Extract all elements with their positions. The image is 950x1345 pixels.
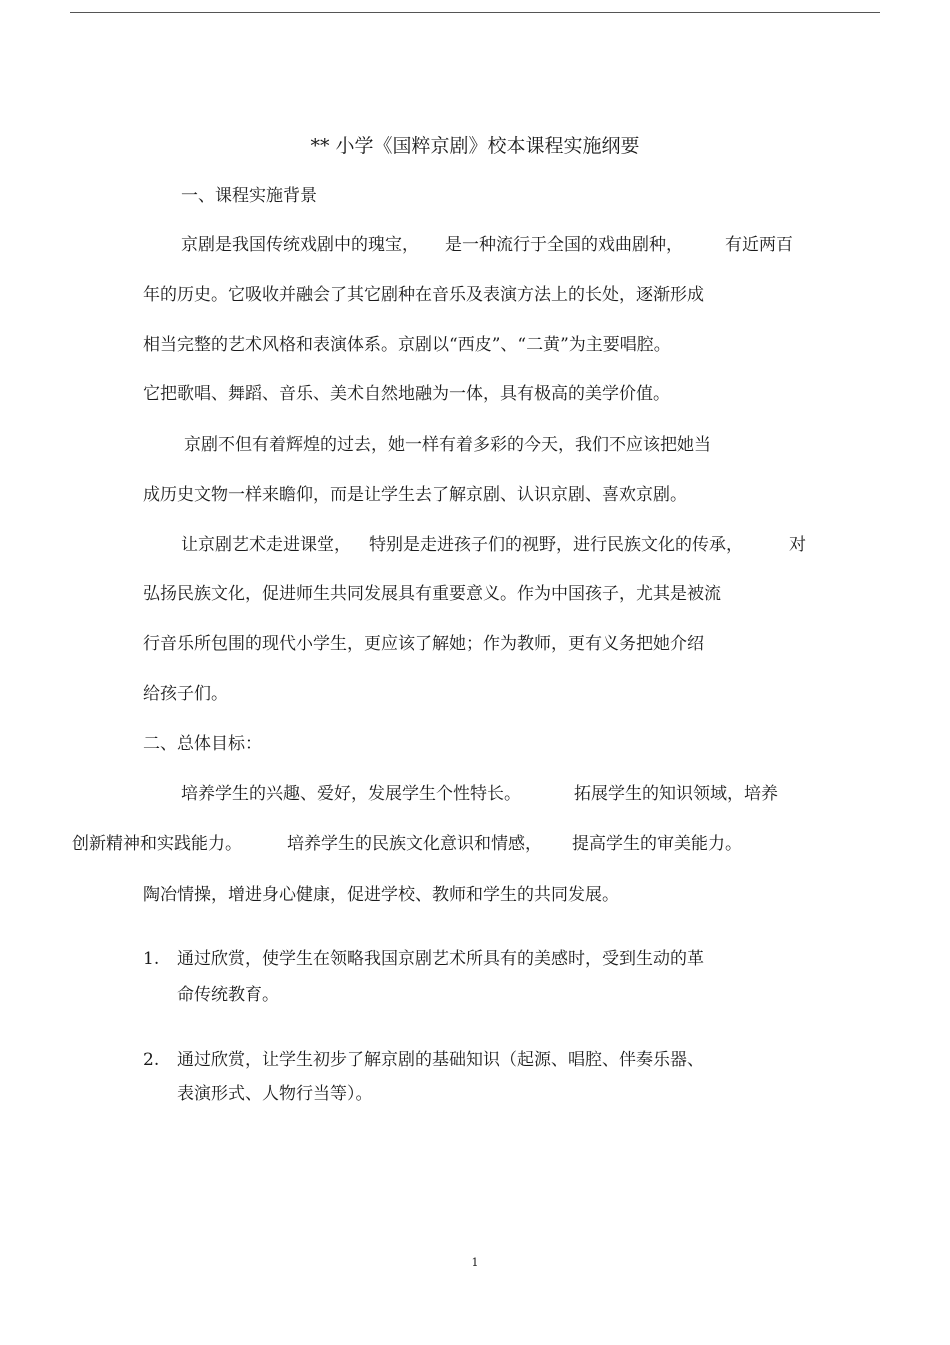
list-item-line1: 通过欣赏，让学生初步了解京剧的基础知识（起源、唱腔、伴奏乐器、 (177, 1050, 704, 1070)
list-item-line1: 通过欣赏，使学生在领略我国京剧艺术所具有的美感时，受到生动的革 (177, 949, 704, 969)
section1-p3-line3: 行音乐所包围的现代小学生，更应该了解她；作为教师，更有义务把她介绍 (143, 634, 704, 654)
document-title: ** 小学《国粹京剧》校本课程实施纲要 (310, 135, 640, 157)
section1-p1-part-b: 是一种流行于全国的戏曲剧种， (445, 235, 683, 255)
section1-p2-line1: 京剧不但有着辉煌的过去，她一样有着多彩的今天，我们不应该把她当 (184, 435, 711, 455)
list-item-line2: 表演形式、人物行当等）。 (177, 1084, 373, 1104)
section1-p1-part-a: 京剧是我国传统戏剧中的瑰宝， (181, 235, 419, 255)
section1-p3-part-c: 对 (789, 535, 806, 555)
section1-p2-line2: 成历史文物一样来瞻仰，而是让学生去了解京剧、认识京剧、喜欢京剧。 (143, 485, 687, 505)
section1-heading: 一、课程实施背景 (181, 186, 317, 206)
section1-p1-line4: 它把歌唱、舞蹈、音乐、美术自然地融为一体，具有极高的美学价值。 (143, 384, 670, 404)
section1-p3-line2: 弘扬民族文化，促进师生共同发展具有重要意义。作为中国孩子，尤其是被流 (143, 584, 721, 604)
list-item-line2: 命传统教育。 (177, 985, 279, 1005)
list-item-number: 2. (143, 1050, 160, 1070)
section1-p3-part-a: 让京剧艺术走进课堂， (181, 535, 351, 555)
section2-p1-part-a: 培养学生的兴趣、爱好，发展学生个性特长。 (181, 784, 521, 804)
section2-p1-part-b: 拓展学生的知识领域，培养 (574, 784, 778, 804)
section1-p1-line2: 年的历史。它吸收并融会了其它剧种在音乐及表演方法上的长处，逐渐形成 (143, 285, 704, 305)
section1-p1-line3: 相当完整的艺术风格和表演体系。京剧以“西皮”、“二黄”为主要唱腔。 (143, 335, 671, 355)
section2-p1-part-e: 提高学生的审美能力。 (572, 834, 742, 854)
section1-p1-part-c: 有近两百 (725, 235, 793, 255)
section2-heading: 二、总体目标： (143, 734, 262, 754)
section2-p1-line3: 陶冶情操，增进身心健康，促进学校、教师和学生的共同发展。 (143, 885, 619, 905)
section1-p3-part-b: 特别是走进孩子们的视野，进行民族文化的传承， (369, 535, 743, 555)
list-item-number: 1. (143, 949, 160, 969)
header-rule (70, 12, 880, 13)
page-number: 1 (471, 1256, 479, 1269)
section2-p1-part-c: 创新精神和实践能力。 (72, 834, 242, 854)
section2-p1-part-d: 培养学生的民族文化意识和情感， (287, 834, 542, 854)
section1-p3-line4: 给孩子们。 (143, 684, 228, 704)
